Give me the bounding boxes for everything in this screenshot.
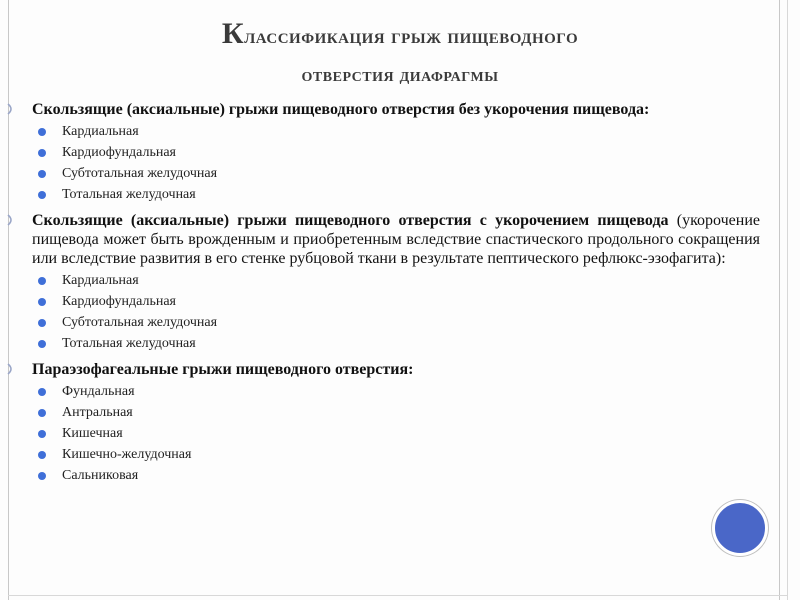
bullet-dot-icon <box>38 319 46 327</box>
title-initial-cap: К <box>221 17 245 50</box>
list-item <box>32 423 760 444</box>
list-item <box>32 312 760 333</box>
list-item-label: Тотальная желудочная <box>62 187 196 202</box>
section-list <box>32 270 760 354</box>
bullet-dot-icon <box>38 191 46 199</box>
section-heading-note: (укорочение пищевода может быть врожденным и приобретенным вследствие спастического продольного сокращения или вследствие развития в его стенке рубцовой ткани в результате пептического рефлюкс-эзофагита): <box>32 212 761 267</box>
list-item-label: Тотальная желудочная <box>62 336 196 351</box>
section-3 <box>32 360 760 486</box>
list-item-label: Субтотальная желудочная <box>62 315 218 330</box>
list-item <box>32 444 760 465</box>
section-1 <box>32 100 760 205</box>
list-item <box>32 291 760 312</box>
section-bullet-icon <box>6 102 16 116</box>
slide-frame-left <box>8 0 9 600</box>
list-item <box>32 465 760 486</box>
section-bullet-icon <box>6 213 16 227</box>
list-item-label: Антральная <box>62 405 133 420</box>
list-item <box>32 184 760 205</box>
section-heading <box>32 100 760 119</box>
list-item <box>32 142 760 163</box>
bullet-dot-icon <box>38 170 46 178</box>
list-item-label: Кардиальная <box>62 273 139 288</box>
list-item <box>32 163 760 184</box>
slide-title <box>60 14 740 92</box>
list-item-label: Кишечная <box>62 426 123 441</box>
list-item <box>32 270 760 291</box>
bullet-dot-icon <box>38 340 46 348</box>
slide-frame-bottom <box>8 595 788 596</box>
title-line2-text: отверстия диафрагмы <box>301 64 499 86</box>
section-heading <box>32 360 760 379</box>
bullet-dot-icon <box>38 472 46 480</box>
section-heading-bold: Скользящие (аксиальные) грыжи пищеводного отверстия с укорочением пищевода <box>32 212 669 229</box>
decorative-circle <box>712 500 768 556</box>
bullet-dot-icon <box>38 277 46 285</box>
title-line1-text: лассификация грыж пищеводного <box>244 23 579 48</box>
bullet-dot-icon <box>38 451 46 459</box>
slide-frame-right <box>779 0 780 600</box>
slide-frame-right-outer <box>787 0 788 600</box>
bullet-dot-icon <box>38 298 46 306</box>
bullet-dot-icon <box>38 128 46 136</box>
list-item <box>32 381 760 402</box>
bullet-dot-icon <box>38 430 46 438</box>
slide-content <box>32 100 760 488</box>
section-bullet-icon <box>6 362 16 376</box>
bullet-dot-icon <box>38 149 46 157</box>
section-heading <box>32 211 760 268</box>
list-item-label: Субтотальная желудочная <box>62 166 218 181</box>
list-item <box>32 333 760 354</box>
section-list <box>32 381 760 486</box>
section-heading-bold: Скользящие (аксиальные) грыжи пищеводного отверстия без укорочения пищевода: <box>32 101 650 118</box>
slide-title-line2 <box>60 58 740 92</box>
section-heading-bold: Параэзофагеальные грыжи пищеводного отверстия: <box>32 361 414 378</box>
list-item-label: Кишечно-желудочная <box>62 447 192 462</box>
list-item <box>32 402 760 423</box>
list-item <box>32 121 760 142</box>
section-2 <box>32 211 760 354</box>
section-list <box>32 121 760 205</box>
list-item-label: Сальниковая <box>62 468 139 483</box>
list-item-label: Фундальная <box>62 384 135 399</box>
list-item-label: Кардиофундальная <box>62 294 176 309</box>
list-item-label: Кардиофундальная <box>62 145 176 160</box>
list-item-label: Кардиальная <box>62 124 139 139</box>
bullet-dot-icon <box>38 409 46 417</box>
bullet-dot-icon <box>38 388 46 396</box>
slide-title-line1 <box>60 14 740 56</box>
